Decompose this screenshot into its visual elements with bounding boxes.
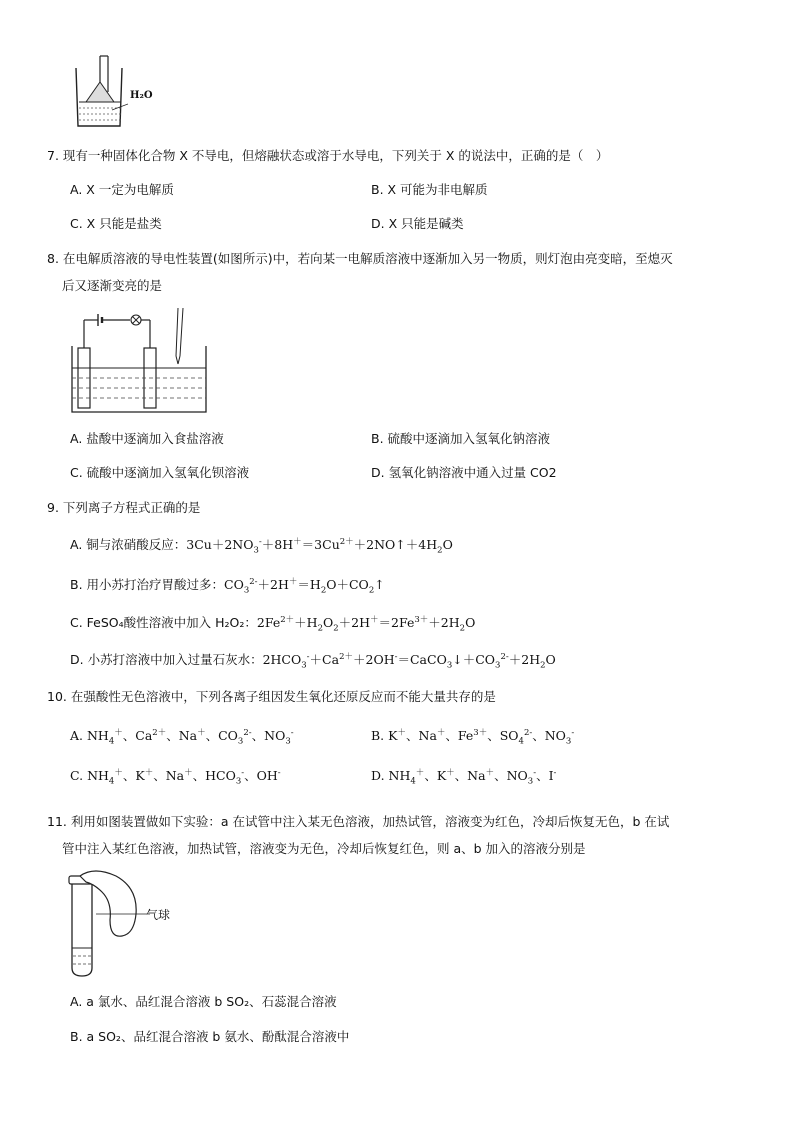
q9-option-a: A. 铜与浓硝酸反应：$3Cu+2NO_3^-+8H^+=3Cu^{2+}+2NO↑+4H_2O$ [70,536,453,556]
q8-stem-line2: 后又逐渐变亮的是 [62,278,163,293]
q10-option-b: B. K＋、Na＋、$Fe^{3+}$、$SO_4^{2-}$、$NO_3^-$ [371,727,575,747]
q9-option-c: C. FeSO₄酸性溶液中加入 H₂O₂：$2Fe^{2+}+H_2O_2+2H^+=2Fe^{3+}+2H_2O$ [70,614,476,634]
q10-option-d: D. $NH_4^+$、K＋、Na＋、$NO_3^-$、I- [371,767,557,787]
q9-option-b: B. 用小苏打治疗胃酸过多：$CO_3^{2-}+2H^+=H_2O+CO_2↑$ [70,576,385,596]
q9-stem: 9. 下列离子方程式正确的是 [47,500,201,515]
q9-option-d: D. 小苏打溶液中加入过量石灰水：$2HCO_3^-+Ca^{2+}+2OH^-=CaCO_3↓+CO_3^{2-}+2H_2O$ [70,651,556,671]
q8-option-b: B. 硫酸中逐滴加入氢氧化钠溶液 [371,431,551,446]
q10-option-c: C. $NH_4^+$、K＋、Na＋、$HCO_3^-$、OH- [70,767,281,787]
q11-stem-line1: 11. 利用如图装置做如下实验：a 在试管中注入某无色溶液，加热试管，溶液变为红色，冷却后恢复无色，b 在试 [47,814,670,829]
q7-stem: 7. 现有一种固体化合物 X 不导电，但熔融状态或溶于水导电，下列关于 X 的说法中，正确的是（ ） [47,148,609,163]
q10-option-a: A. $NH_4^+$、$Ca^{2+}$、Na＋、$CO_3^{2-}$、$NO_3^-$ [70,727,294,747]
test-tube-balloon-figure [66,870,186,980]
q7-option-b: B. X 可能为非电解质 [371,182,488,197]
q8-option-c: C. 硫酸中逐滴加入氢氧化钡溶液 [70,465,250,480]
q7-option-c: C. X 只能是盐类 [70,216,162,231]
q11-option-a: A. a 氯水、品红混合溶液 b SO₂、石蕊混合溶液 [70,994,337,1009]
q8-stem-line1: 8. 在电解质溶液的导电性装置(如图所示)中，若向某一电解质溶液中逐渐加入另一物质，则灯泡由亮变暗，至熄灭 [47,251,673,266]
q7-option-d: D. X 只能是碱类 [371,216,464,231]
conductivity-apparatus-figure [70,306,210,418]
q10-stem: 10. 在强酸性无色溶液中，下列各离子组因发生氧化还原反应而不能大量共存的是 [47,689,496,704]
h2o-label: H₂O [130,90,153,101]
q8-option-a: A. 盐酸中逐滴加入食盐溶液 [70,431,224,446]
balloon-label: 气球 [146,908,171,922]
q11-stem-line2: 管中注入某红色溶液，加热试管，溶液变为无色，冷却后恢复红色，则 a、b 加入的溶液分别是 [62,841,586,856]
q11-option-b: B. a SO₂、品红混合溶液 b 氨水、酚酞混合溶液中 [70,1029,350,1044]
q7-option-a: A. X 一定为电解质 [70,182,174,197]
beaker-funnel-figure [68,52,168,132]
q8-option-d: D. 氢氧化钠溶液中通入过量 CO2 [371,465,557,480]
